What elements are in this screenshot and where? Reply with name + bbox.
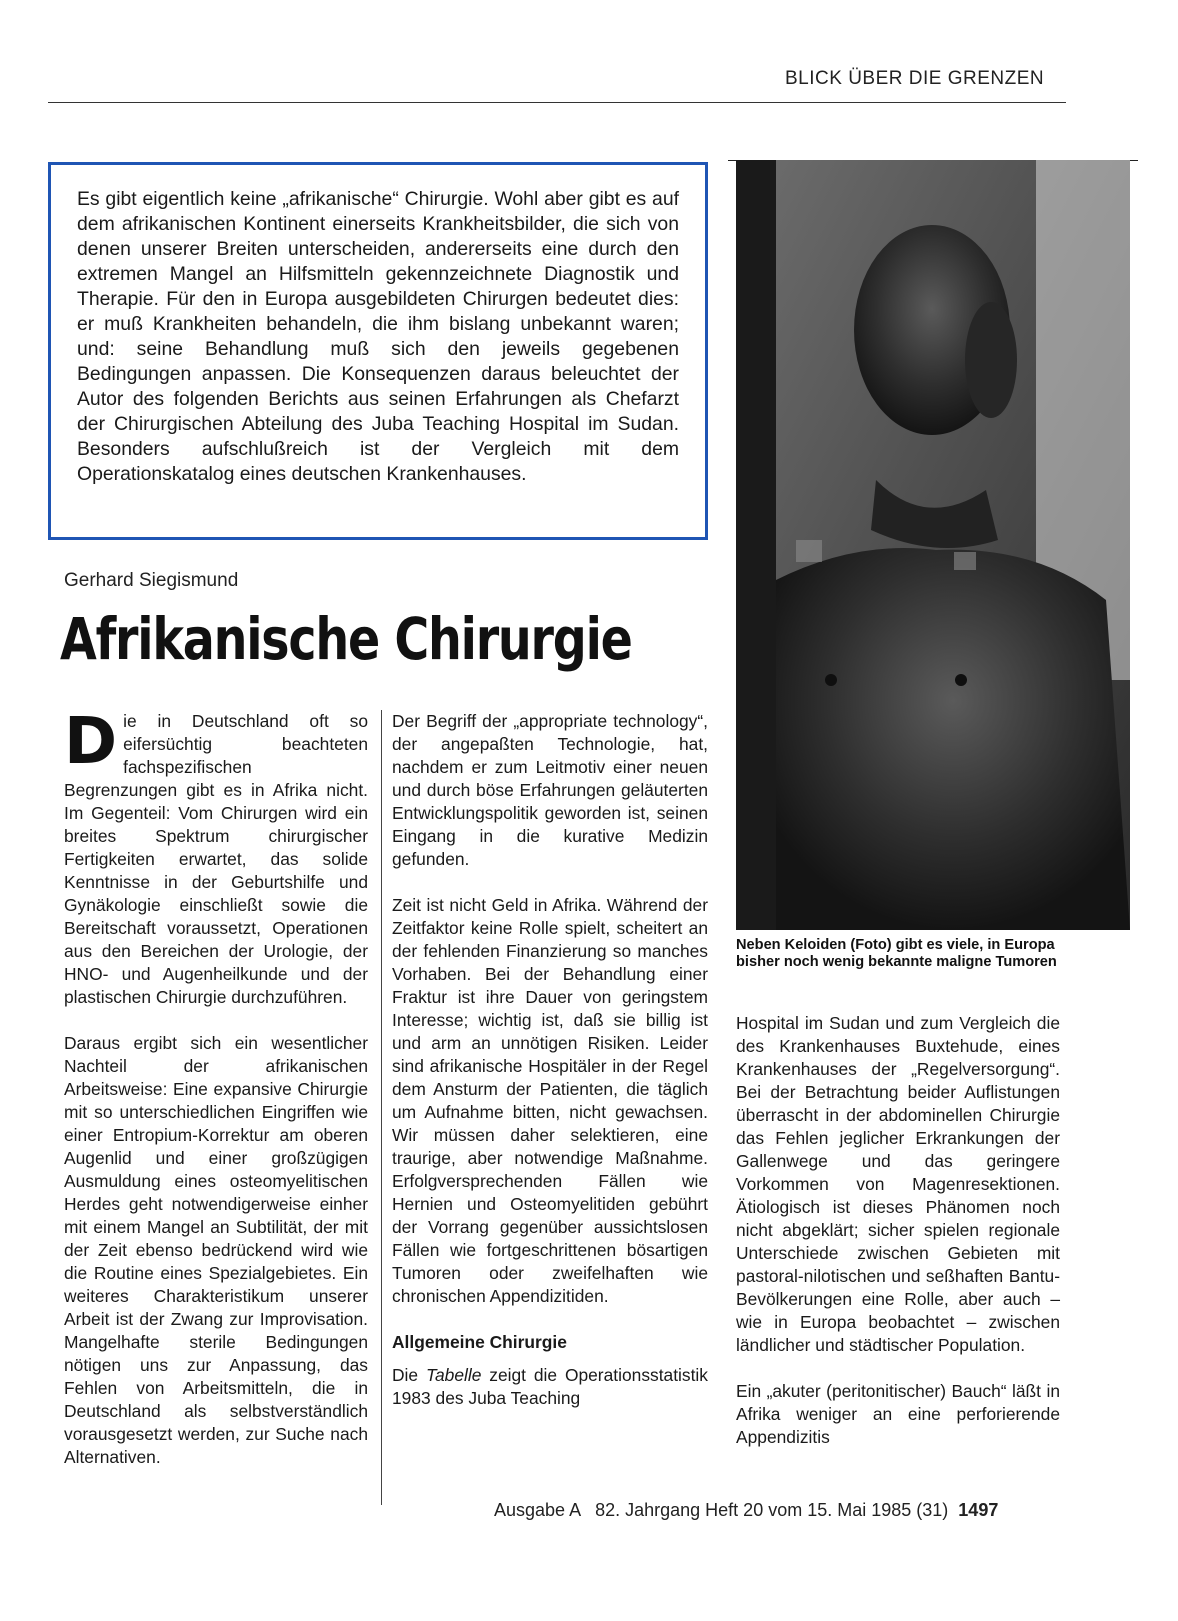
- author-name: Gerhard Siegismund: [64, 570, 239, 591]
- column-divider: [381, 710, 382, 1505]
- article-title: Afrikanische Chirurgie: [60, 605, 632, 673]
- article-column-2: [392, 710, 708, 1433]
- text-emphasis: Tabelle: [425, 1365, 482, 1385]
- teaser-text: Es gibt eigentlich keine „afrikanische“ Chirurgie. Wohl aber gibt es auf dem afrikanischen Kontinent einerseits Krankheitsbilder, die sich von denen unserer Breiten unterscheiden, andererseits eine durch den extremen Mangel an Hilfsmitteln gekennzeichnete Diagnostik und Therapie. Für den in Europa ausgebildeten Chirurgen bedeutet dies: er muß Krankheiten behandeln, die ihm bislang unbekannt waren; und: seine Behandlung muß sich den jeweils gegebenen Bedingungen anpassen. Die Konsequenzen daraus beleuchtet der Autor des folgenden Berichts aus seinen Erfahrungen als Chefarzt der Chirurgischen Abteilung des Juba Teaching Hospital im Sudan. Besonders aufschlußreich ist der Vergleich mit dem Operationskatalog eines deutschen Krankenhauses.: [77, 188, 679, 485]
- subheading: Allgemeine Chirurgie: [392, 1332, 567, 1352]
- photo-caption: Neben Keloiden (Foto) gibt es viele, in Europa bisher noch wenig bekannte maligne Tumoren: [736, 937, 1057, 970]
- teaser-box: [48, 162, 708, 540]
- page-footer: [494, 1500, 998, 1521]
- paragraph: Hospital im Sudan und zum Vergleich die des Krankenhauses Buxtehude, eines Krankenhauses der „Regelversorgung“. Bei der Betrachtung beider Auflistungen überrascht in der abdominellen Chirurgie das Fehlen jeglicher Erkrankungen der Gallenwege und das geringere Vorkommen von Magenresektionen. Ätiologisch ist dieses Phänomen noch nicht abgeklärt; sicher spielen regionale Unterschiede zwischen Gebieten mit pastoral-nilotischen und seßhaften Bantu-Bevölkerungen eine Rolle, aber auch – wie in Europa beobachtet – zwischen ländlicher und städtischer Population.: [736, 1013, 1060, 1355]
- text-run: Die: [392, 1365, 426, 1385]
- paragraph: Daraus ergibt sich ein wesentlicher Nachteil der afrikanischen Arbeitsweise: Eine expansive Chirurgie mit so unterschiedlichen Eingriffen wie einer Entropium-Korrektur am oberen Augenlid und einer großzügigen Ausmuldung eines osteomyelitischen Herdes geht notwendigerweise einher mit einem Mangel an Subtilität, der mit der Zeit ebenso bedrückend wird wie die Routine eines Spezialgebietes. Ein weiteres Charakteristikum unserer Arbeit ist der Zwang zur Improvisation. Mangelhafte sterile Bedingungen nötigen uns zur Anpassung, das Fehlen von Arbeitsmitteln, die in Deutschland als selbstverständlich vorausgesetzt werden, zur Suche nach Alternativen.: [64, 1033, 368, 1467]
- article-column-3: [736, 1012, 1060, 1472]
- paragraph: Ein „akuter (peritonitischer) Bauch“ läßt in Afrika weniger an eine perforierende Appendizitis: [736, 1381, 1060, 1447]
- paragraph: Zeit ist nicht Geld in Afrika. Während der Zeitfaktor keine Rolle spielt, scheitert an der fehlenden Finanzierung so manches Vorhaben. Bei der Behandlung einer Fraktur ist ihre Dauer von geringstem Interesse; wichtig ist, daß sie billig ist und arm an unnötigen Risiken. Leider sind afrikanische Hospitäler in der Regel dem Ansturm der Patienten, die täglich um Aufnahme bitten, nicht gewachsen. Wir müssen daher selektieren, eine traurige, aber notwendige Maßnahme. Erfolgversprechenden Fällen wie Hernien und Osteomyelitiden gebührt der Vorrang gegenüber aussichtslosen Fällen wie fortgeschrittenen bösartigen Tumoren oder zweifelhaften wie chronischen Appendizitiden.: [392, 895, 708, 1306]
- paragraph: [64, 705, 368, 1009]
- header-rule: [48, 102, 1066, 103]
- paragraph: [392, 1364, 708, 1410]
- page-number: 1497: [958, 1500, 999, 1520]
- keloid-photo: [736, 160, 1130, 930]
- issue-info: Ausgabe A 82. Jahrgang Heft 20 vom 15. Mai 1985 (31): [494, 1500, 949, 1520]
- section-label: BLICK ÜBER DIE GRENZEN: [785, 68, 1045, 89]
- paragraph: Der Begriff der „appropriate technology“, der angepaßten Technologie, hat, nachdem er zum Leitmotiv einer neuen und durch böse Erfahrungen geläuterten Entwicklungspolitik geworden ist, seinen Eingang in die kurative Medizin gefunden.: [392, 711, 708, 869]
- article-column-1: [64, 705, 368, 1492]
- dropcap: D: [64, 705, 118, 779]
- photo-illustration: [736, 160, 1130, 930]
- paragraph-text: ie in Deutschland oft so eifersüchtig beachteten fachspezifischen Begrenzungen gibt es in Afrika nicht. Im Gegenteil: Vom Chirurgen wird ein breites Spektrum chirurgischer Fertigkeiten erwartet, das solide Kenntnisse in der Geburtshilfe und Gynäkologie einschließt sowie die Bereitschaft voraussetzt, Operationen aus den Bereichen der Urologie, der HNO- und Augenheilkunde und der plastischen Chirurgie durchzuführen.: [64, 711, 368, 1007]
- text-run: zeigt die Operationsstatistik 1983 des Juba Teaching: [392, 1365, 708, 1408]
